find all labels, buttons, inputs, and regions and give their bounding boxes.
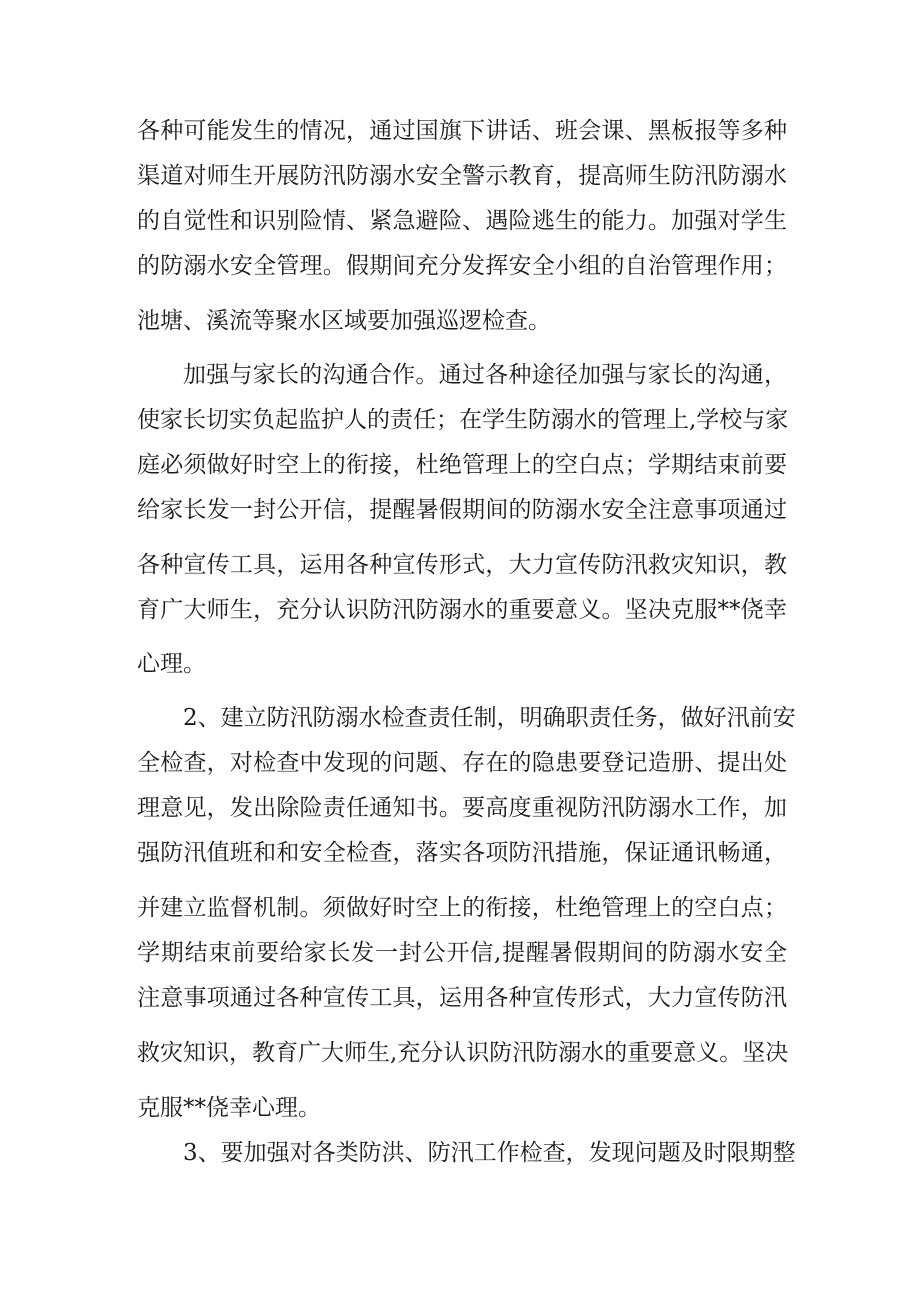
text-line: 使家长切实负起监护人的责任；在学生防溺水的管理上,学校与家 <box>137 407 789 433</box>
text-line: 2、建立防汛防溺水检查责任制，明确职责任务，做好汛前安 <box>183 705 796 731</box>
text-line: 给家长发一封公开信，提醒暑假期间的防溺水安全注意事项通过 <box>137 497 787 523</box>
text-line: 心理。 <box>137 651 206 677</box>
text-line: 理意见，发出除险责任通知书。要高度重视防汛防溺水工作，加 <box>137 795 787 821</box>
text-line: 学期结束前要给家长发一封公开信,提醒暑假期间的防溺水安全 <box>137 940 787 966</box>
text-line: 并建立监督机制。须做好时空上的衔接，杜绝管理上的空白点； <box>137 895 787 921</box>
text-line: 的自觉性和识别险情、紧急避险、遇险逃生的能力。加强对学生 <box>137 208 787 234</box>
text-line: 全检查，对检查中发现的问题、存在的隐患要登记造册、提出处 <box>137 750 787 776</box>
text-line: 强防汛值班和和安全检查，落实各项防汛措施，保证通讯畅通， <box>137 840 787 866</box>
text-line: 救灾知识，教育广大师生,充分认识防汛防溺水的重要意义。坚决 <box>137 1040 789 1066</box>
text-line: 庭必须做好时空上的衔接，杜绝管理上的空白点；学期结束前要 <box>137 452 787 478</box>
text-line: 育广大师生，充分认识防汛防溺水的重要意义。坚决克服**侥幸 <box>137 597 787 623</box>
text-line: 克服**侥幸心理。 <box>137 1095 321 1121</box>
text-line: 各种可能发生的情况，通过国旗下讲话、班会课、黑板报等多种 <box>137 118 787 144</box>
text-line: 注意事项通过各种宣传工具，运用各种宣传形式，大力宣传防汛 <box>137 985 787 1011</box>
text-line: 池塘、溪流等聚水区域要加强巡逻检查。 <box>137 308 551 334</box>
text-line: 各种宣传工具，运用各种宣传形式，大力宣传防汛救灾知识，教 <box>137 552 787 578</box>
text-line: 3、要加强对各类防洪、防汛工作检查，发现问题及时限期整 <box>183 1140 796 1166</box>
text-line: 渠道对师生开展防汛防溺水安全警示教育，提高师生防汛防溺水 <box>137 163 787 189</box>
text-line: 加强与家长的沟通合作。通过各种途径加强与家长的沟通， <box>183 362 787 388</box>
text-line: 的防溺水安全管理。假期间充分发挥安全小组的自治管理作用； <box>137 253 787 279</box>
